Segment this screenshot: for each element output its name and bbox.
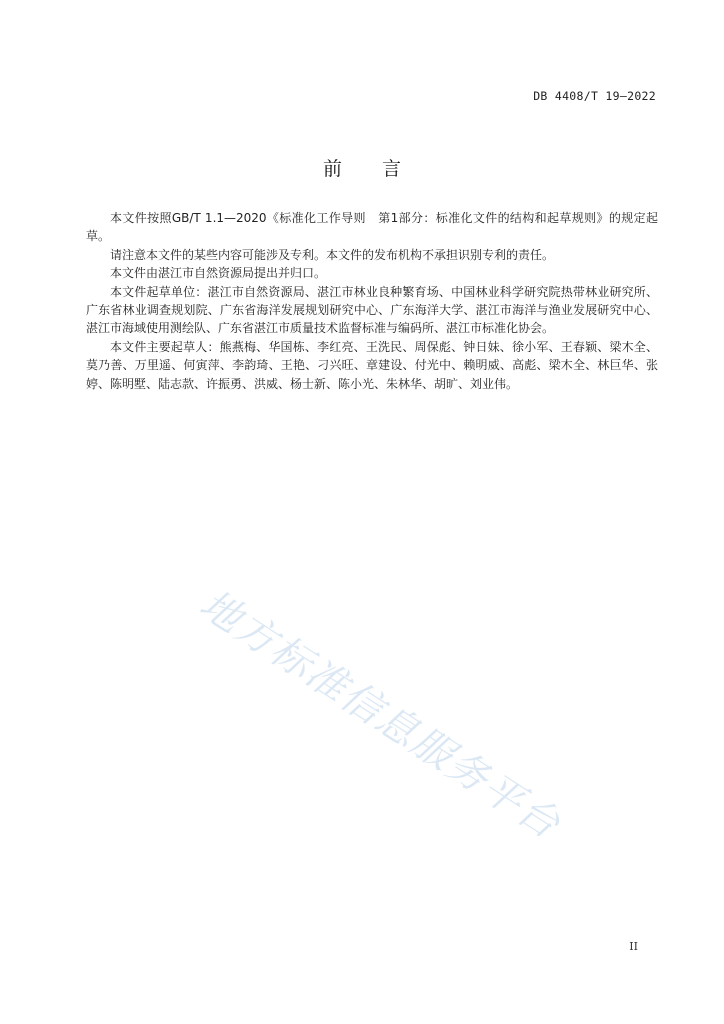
page-title: 前言 bbox=[322, 158, 441, 180]
preface-body bbox=[86, 209, 658, 393]
paragraph-drafting-rules: 本文件按照GB/T 1.1—2020《标准化工作导则 第1部分：标准化文件的结构和起草规则》的规定起草。 bbox=[86, 211, 658, 244]
paragraph-patent-notice: 请注意本文件的某些内容可能涉及专利。本文件的发布机构不承担识别专利的责任。 bbox=[110, 247, 555, 262]
paragraph-proposer: 本文件由湛江市自然资源局提出并归口。 bbox=[110, 266, 327, 281]
paragraph-drafters: 本文件主要起草人：熊燕梅、华国栋、李红亮、王洗民、周保彪、钟日妹、徐小军、王春颖、梁木全、莫乃善、万里遥、何寅萍、李韵琦、王艳、刁兴旺、章建设、付光中、赖明威、高彪、梁木全、林巨华、张婷、陈明墅、陆志款、许振勇、洪威、杨士新、陈小光、朱林华、胡旷、刘业伟。 bbox=[86, 339, 658, 391]
document-code: DB 4408/T 19—2022 bbox=[533, 89, 656, 103]
paragraph-drafting-units: 本文件起草单位：湛江市自然资源局、湛江市林业良种繁育场、中国林业科学研究院热带林业研究所、广东省林业调查规划院、广东省海洋发展规划研究中心、广东海洋大学、湛江市海洋与渔业发展研究中心、湛江市海域使用测绘队、广东省湛江市质量技术监督标准与编码所、湛江市标准化协会。 bbox=[86, 284, 658, 336]
watermark: 地方标准信息服务平台 bbox=[191, 581, 569, 849]
page-number: II bbox=[629, 940, 638, 953]
